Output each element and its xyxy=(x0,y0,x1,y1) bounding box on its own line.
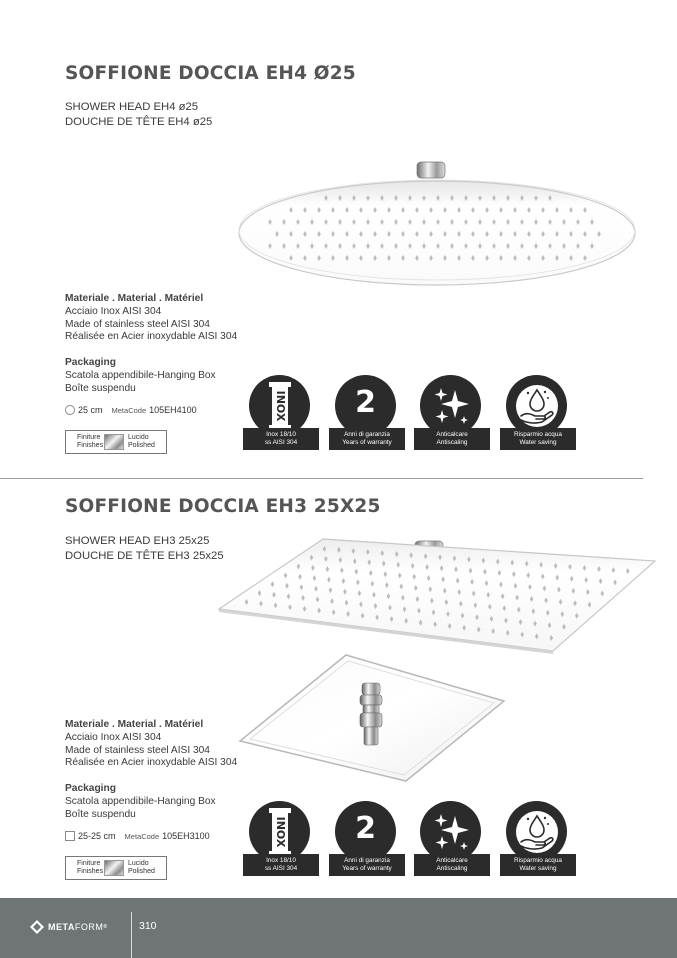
material-line: Acciaio Inox AISI 304 xyxy=(65,306,162,317)
material-line: Made of stainless steel AISI 304 xyxy=(65,744,210,756)
metacode-label: MetaCode xyxy=(124,831,160,841)
size-row xyxy=(65,831,210,841)
brand-bold: META xyxy=(48,922,75,932)
badge-label: Anni di garanzia Years of warranty xyxy=(329,428,405,450)
finish-label: Finiture xyxy=(77,433,101,441)
packaging-lines xyxy=(65,796,216,821)
page-number: 310 xyxy=(139,920,157,932)
brand-light: FORM xyxy=(74,922,104,932)
material-heading: Materiale . Material . Matériel xyxy=(65,719,204,730)
finish-label: Finishes xyxy=(77,868,104,875)
round-size-icon xyxy=(65,405,75,415)
brand-mark: ® xyxy=(103,924,108,930)
sparkles-icon xyxy=(429,384,473,428)
finish-value: Lucido xyxy=(128,433,149,441)
inox-icon xyxy=(262,807,298,857)
finish-value: Polished xyxy=(128,442,155,449)
finish-box xyxy=(65,856,167,880)
packaging-line: Scatola appendibile-Hanging Box xyxy=(65,370,216,381)
finish-value: Lucido xyxy=(128,859,149,867)
badge-label: Inox 18/10 ss AISI 304 xyxy=(243,428,319,450)
feature-badges xyxy=(243,801,583,881)
packaging-heading: Packaging xyxy=(65,783,116,794)
product-section-eh4 xyxy=(0,0,677,478)
finish-labels xyxy=(66,860,104,877)
finish-labels xyxy=(66,434,104,451)
svg-text:INOX: INOX xyxy=(273,390,287,421)
finish-label: Finishes xyxy=(77,442,104,449)
finish-values xyxy=(128,860,155,877)
size-value: 25 cm xyxy=(78,405,103,415)
subtitle-fr: DOUCHE DE TÊTE EH4 ø25 xyxy=(65,115,213,128)
sparkles-icon xyxy=(429,810,473,854)
packaging-line: Boîte suspendu xyxy=(65,808,136,820)
badge-label: Risparmio acqua Water saving xyxy=(500,428,576,450)
water-drop-hand-icon xyxy=(514,383,560,429)
round-shower-head-image xyxy=(232,150,642,290)
material-line: Made of stainless steel AISI 304 xyxy=(65,318,210,330)
packaging-line: Boîte suspendu xyxy=(65,382,136,394)
product-title: SOFFIONE DOCCIA EH3 25X25 xyxy=(65,496,381,517)
finish-label: Finiture xyxy=(77,859,101,867)
material-line: Réalisée en Acier inoxydable AISI 304 xyxy=(65,757,238,768)
product-title: SOFFIONE DOCCIA EH4 Ø25 xyxy=(65,63,356,84)
water-drop-hand-icon xyxy=(514,809,560,855)
page-footer xyxy=(0,898,677,958)
badge-label: Anticalcare Antiscaling xyxy=(414,854,490,876)
square-shower-head-top-image xyxy=(215,535,660,655)
metacode-value: 105EH4100 xyxy=(149,405,197,415)
metacode-label: MetaCode xyxy=(111,405,147,415)
material-lines xyxy=(65,306,237,344)
inox-icon xyxy=(262,381,298,431)
material-line: Réalisée en Acier inoxydable AISI 304 xyxy=(65,331,238,342)
packaging-heading: Packaging xyxy=(65,357,116,368)
packaging-lines xyxy=(65,370,216,395)
warranty-2-icon: 2 xyxy=(355,385,376,420)
finish-value: Polished xyxy=(128,868,155,875)
metaform-diamond-icon xyxy=(30,920,44,934)
product-subtitle xyxy=(65,534,224,563)
subtitle-en: SHOWER HEAD EH3 25x25 xyxy=(65,535,210,547)
polished-swatch xyxy=(104,860,124,876)
metacode-value: 105EH3100 xyxy=(162,831,210,841)
size-row xyxy=(65,405,197,415)
material-lines xyxy=(65,732,237,770)
subtitle-en: SHOWER HEAD EH4 ø25 xyxy=(65,101,199,113)
finish-values xyxy=(128,434,155,451)
badge-label: Inox 18/10 ss AISI 304 xyxy=(243,854,319,876)
badge-label: Risparmio acqua Water saving xyxy=(500,854,576,876)
size-value: 25-25 cm xyxy=(78,831,116,841)
material-line: Acciaio Inox AISI 304 xyxy=(65,732,162,743)
metaform-logo xyxy=(30,920,108,934)
subtitle-fr: DOUCHE DE TÊTE EH3 25x25 xyxy=(65,549,224,562)
square-size-icon xyxy=(65,831,75,841)
footer-divider xyxy=(131,912,132,958)
square-shower-head-side-image xyxy=(236,649,508,785)
badge-label: Anni di garanzia Years of warranty xyxy=(329,854,405,876)
product-subtitle xyxy=(65,100,212,129)
badge-label: Anticalcare Antiscaling xyxy=(414,428,490,450)
feature-badges xyxy=(243,375,583,455)
warranty-2-icon: 2 xyxy=(355,811,376,846)
packaging-line: Scatola appendibile-Hanging Box xyxy=(65,796,216,807)
product-section-eh3 xyxy=(0,479,677,898)
finish-box xyxy=(65,430,167,454)
polished-swatch xyxy=(104,434,124,450)
material-heading: Materiale . Material . Matériel xyxy=(65,293,204,304)
svg-text:INOX: INOX xyxy=(273,816,287,847)
